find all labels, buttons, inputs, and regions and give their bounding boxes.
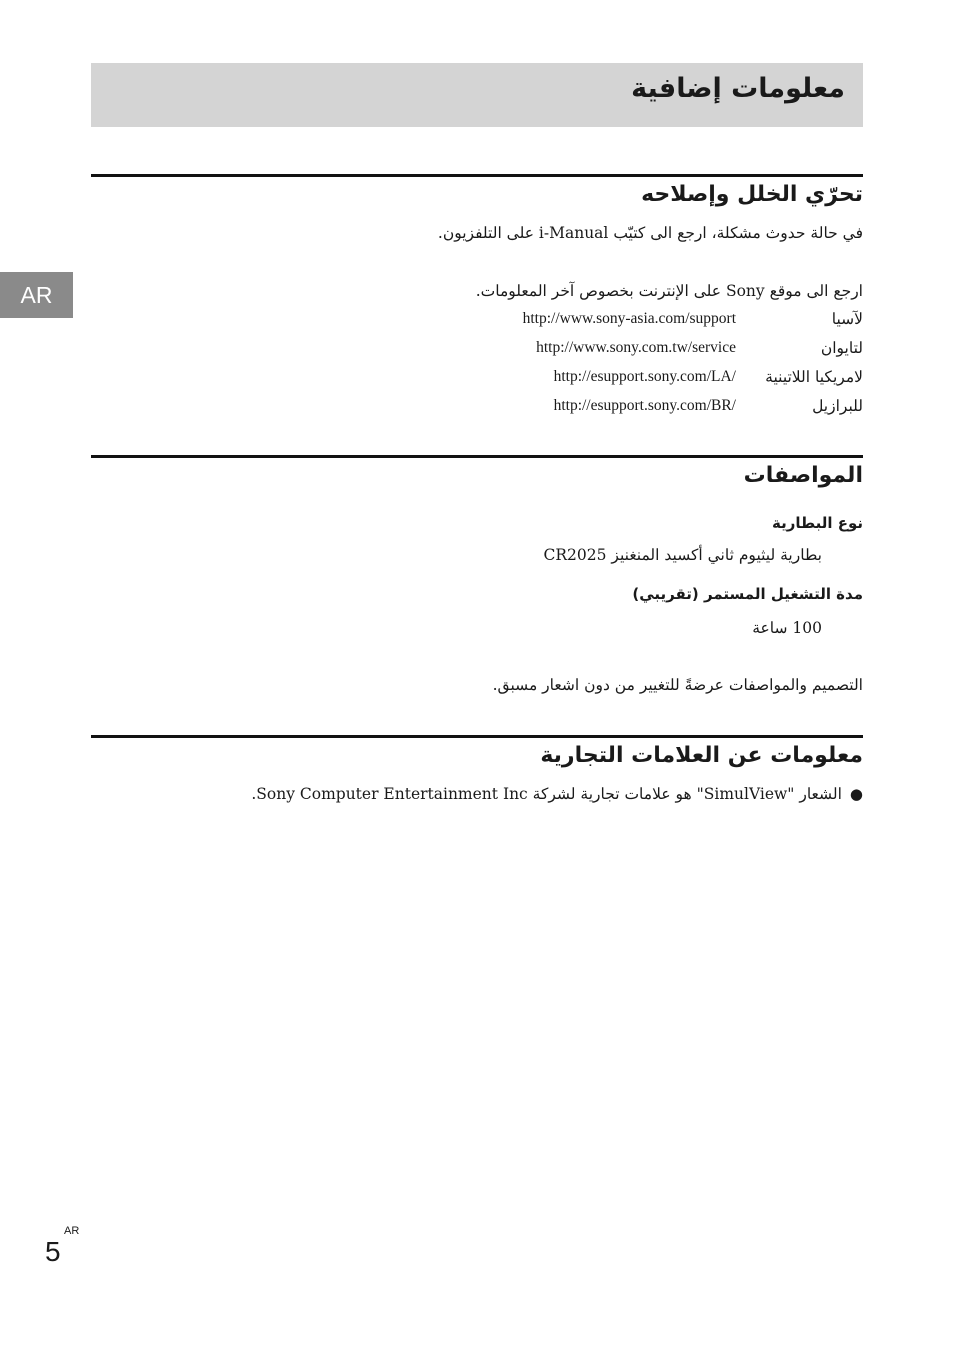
battery-type-value: بطارية ليثيوم ثاني أكسيد المنغنيز CR2025 — [543, 546, 822, 564]
divider-specs — [91, 455, 863, 458]
page-language: AR — [64, 1225, 80, 1237]
troubleshooting-heading: تحرّي الخلل وإصلاحه — [641, 182, 863, 207]
operating-time-label: مدة التشغيل المستمر (تقريبي) — [632, 585, 863, 603]
page-number: 5 — [45, 1236, 61, 1267]
region-label: لتايوان — [820, 339, 863, 357]
support-link-row — [463, 310, 863, 330]
specs-heading: المواصفات — [743, 463, 863, 488]
support-url[interactable]: http://www.sony.com.tw/service — [536, 339, 736, 356]
region-label: للبرازيل — [812, 397, 863, 415]
language-tab: AR — [0, 272, 73, 318]
support-link-row — [463, 397, 863, 417]
section-banner — [91, 63, 863, 127]
specs-note: التصميم والمواصفات عرضةً للتغيير من دون اشعار مسبق. — [492, 676, 863, 694]
support-url[interactable]: http://www.sony-asia.com/support — [522, 310, 736, 327]
bullet-icon: ● — [849, 785, 863, 803]
divider-trademarks — [91, 735, 863, 738]
support-link-row — [463, 339, 863, 359]
troubleshooting-intro: في حالة حدوث مشكلة، ارجع الى كتيّب i-Manual على التلفزيون. — [437, 224, 863, 242]
support-link-row — [463, 368, 863, 388]
banner-title: معلومات إضافية — [631, 73, 845, 104]
trademark-text: الشعار "SimulView" هو علامات تجارية لشركة Sony Computer Entertainment Inc. — [251, 785, 842, 803]
support-url[interactable]: http://esupport.sony.com/BR/ — [553, 397, 736, 414]
support-url[interactable]: http://esupport.sony.com/LA/ — [553, 368, 736, 385]
trademarks-heading: معلومات عن العلامات التجارية — [540, 743, 863, 768]
region-label: لامريكيا اللاتينية — [765, 368, 863, 386]
operating-time-value: 100 ساعة — [752, 619, 822, 637]
divider-troubleshooting — [91, 174, 863, 177]
support-web-intro: ارجع الى موقع Sony على الإنترنت بخصوص آخر المعلومات. — [475, 282, 863, 300]
trademark-item — [251, 785, 863, 803]
battery-type-label: نوع البطارية — [771, 514, 863, 532]
region-label: لآسيا — [831, 310, 863, 328]
